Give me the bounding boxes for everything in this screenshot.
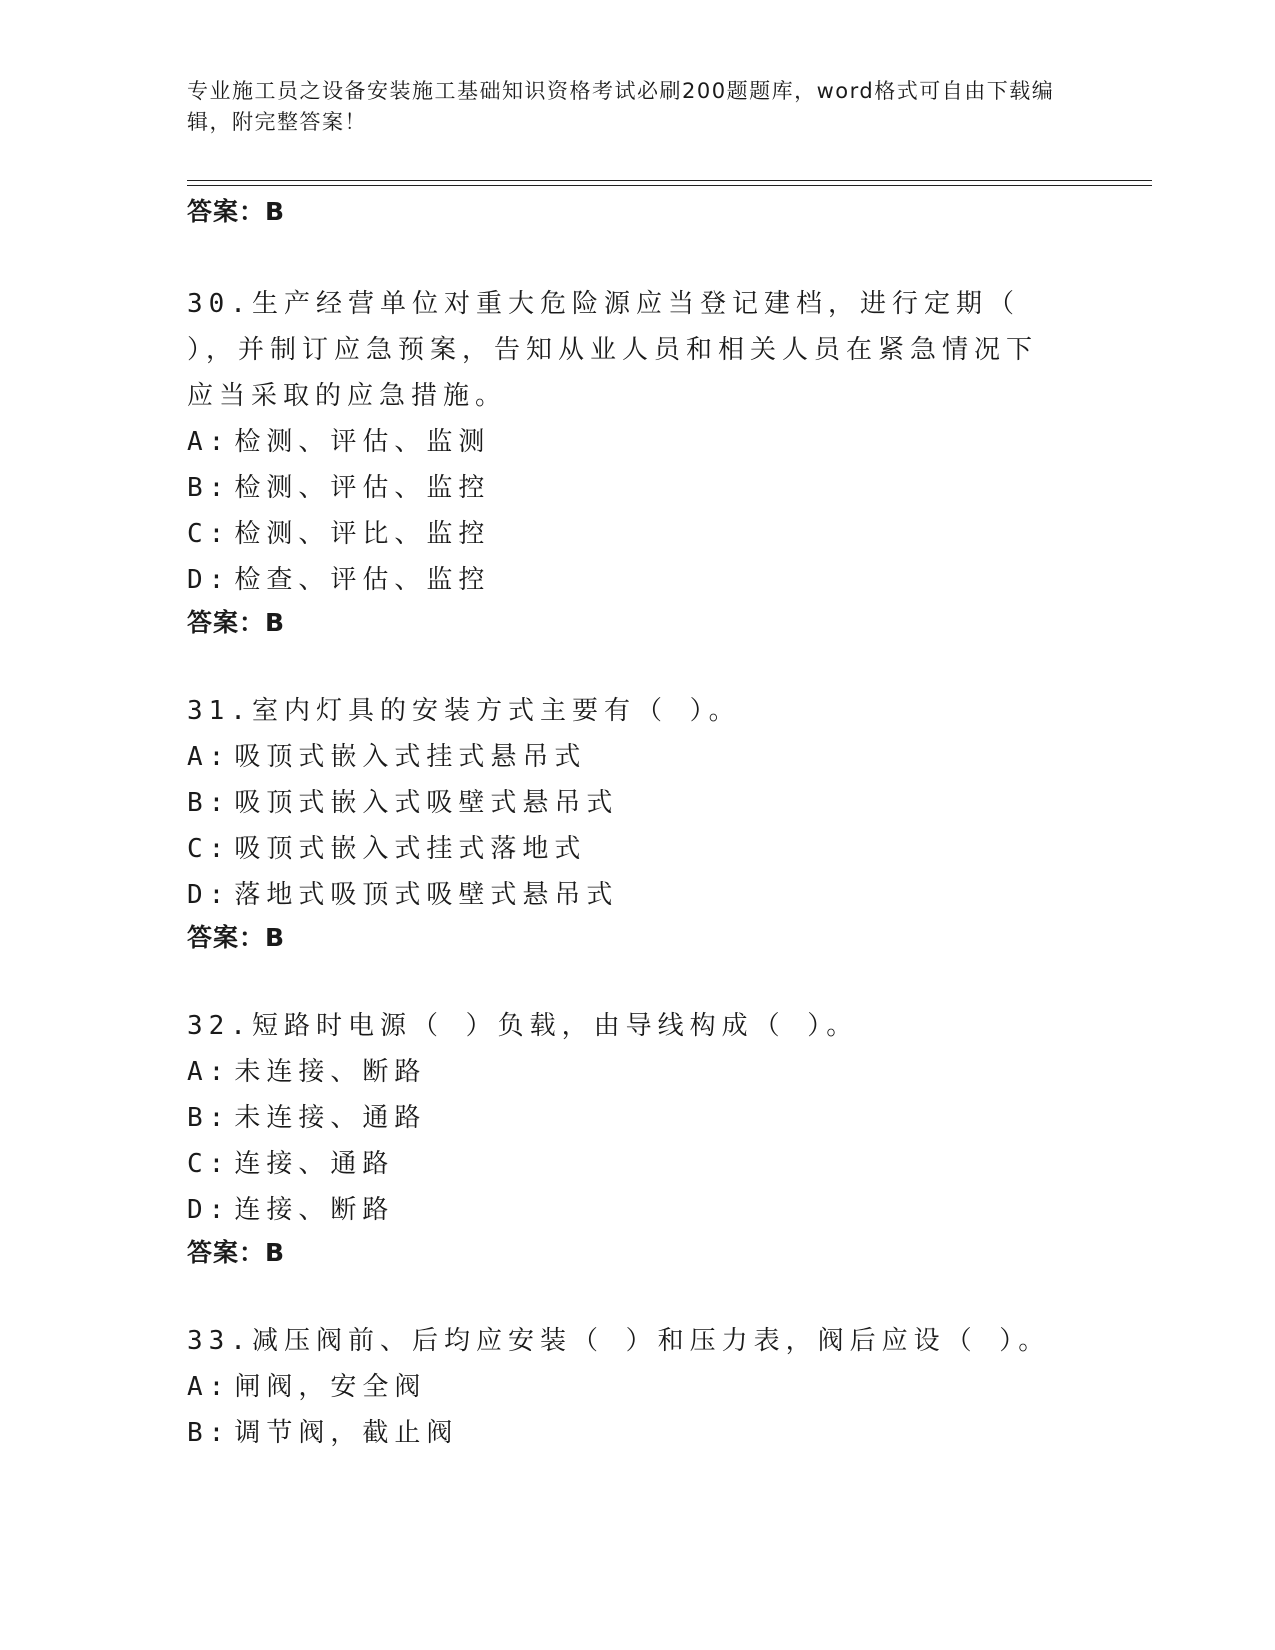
document-header: 专业施工员之设备安装施工基础知识资格考试必刷200题题库，word格式可自由下载编辑，附完整答案！ xyxy=(187,79,1055,134)
option-text: 调节阀，截止阀 xyxy=(234,1418,459,1448)
previous-answer: 答案：B xyxy=(187,197,286,226)
option-text: 检测、评比、监控 xyxy=(234,519,491,549)
option-key: C: xyxy=(187,1149,231,1179)
answer-line: 答案：B xyxy=(187,608,286,637)
header-rule-bottom xyxy=(187,185,1152,186)
option-key: C: xyxy=(187,519,231,549)
option-a xyxy=(187,1364,1067,1410)
option-c xyxy=(187,511,1067,557)
option-key: B: xyxy=(187,473,231,503)
option-b xyxy=(187,1410,1067,1456)
option-key: A: xyxy=(187,1057,231,1087)
question-33 xyxy=(187,1318,1067,1456)
option-c xyxy=(187,826,1067,872)
option-key: A: xyxy=(187,742,231,772)
question-stem: 31.室内灯具的安装方式主要有（ ）。 xyxy=(187,696,741,726)
option-key: B: xyxy=(187,788,231,818)
answer-line: 答案：B xyxy=(187,923,286,952)
option-text: 检查、评估、监控 xyxy=(234,565,491,595)
option-b xyxy=(187,780,1067,826)
option-text: 检测、评估、监控 xyxy=(234,473,491,503)
option-text: 未连接、通路 xyxy=(234,1103,427,1133)
option-a xyxy=(187,734,1067,780)
option-key: B: xyxy=(187,1103,231,1133)
option-d xyxy=(187,557,1067,603)
question-stem: 33.减压阀前、后均应安装（ ）和压力表，阀后应设（ ）。 xyxy=(187,1326,1051,1356)
question-stem: 32.短路时电源（ ）负载，由导线构成（ ）。 xyxy=(187,1011,859,1041)
option-key: D: xyxy=(187,880,231,910)
option-text: 吸顶式嵌入式挂式悬吊式 xyxy=(234,742,587,772)
option-text: 检测、评估、监测 xyxy=(234,427,491,457)
question-stem: 30.生产经营单位对重大危险源应当登记建档，进行定期（ ），并制订应急预案，告知从业人员和相关人员在紧急情况下应当采取的应急措施。 xyxy=(187,289,1039,411)
question-32 xyxy=(187,1003,1067,1273)
question-31 xyxy=(187,688,1067,958)
option-text: 连接、通路 xyxy=(234,1149,395,1179)
option-c xyxy=(187,1141,1067,1187)
option-key: D: xyxy=(187,1195,231,1225)
option-a xyxy=(187,419,1067,465)
option-a xyxy=(187,1049,1067,1095)
option-d xyxy=(187,1187,1067,1233)
option-text: 吸顶式嵌入式挂式落地式 xyxy=(234,834,587,864)
answer-line: 答案：B xyxy=(187,1238,286,1267)
option-text: 未连接、断路 xyxy=(234,1057,427,1087)
question-list xyxy=(187,281,1067,1501)
option-text: 闸阀，安全阀 xyxy=(234,1372,427,1402)
option-b xyxy=(187,465,1067,511)
option-text: 落地式吸顶式吸壁式悬吊式 xyxy=(234,880,619,910)
option-b xyxy=(187,1095,1067,1141)
option-text: 连接、断路 xyxy=(234,1195,395,1225)
option-key: D: xyxy=(187,565,231,595)
option-text: 吸顶式嵌入式吸壁式悬吊式 xyxy=(234,788,619,818)
option-key: C: xyxy=(187,834,231,864)
question-30 xyxy=(187,281,1067,643)
option-key: B: xyxy=(187,1418,231,1448)
option-d xyxy=(187,872,1067,918)
header-rule-top xyxy=(187,180,1152,181)
option-key: A: xyxy=(187,1372,231,1402)
option-key: A: xyxy=(187,427,231,457)
